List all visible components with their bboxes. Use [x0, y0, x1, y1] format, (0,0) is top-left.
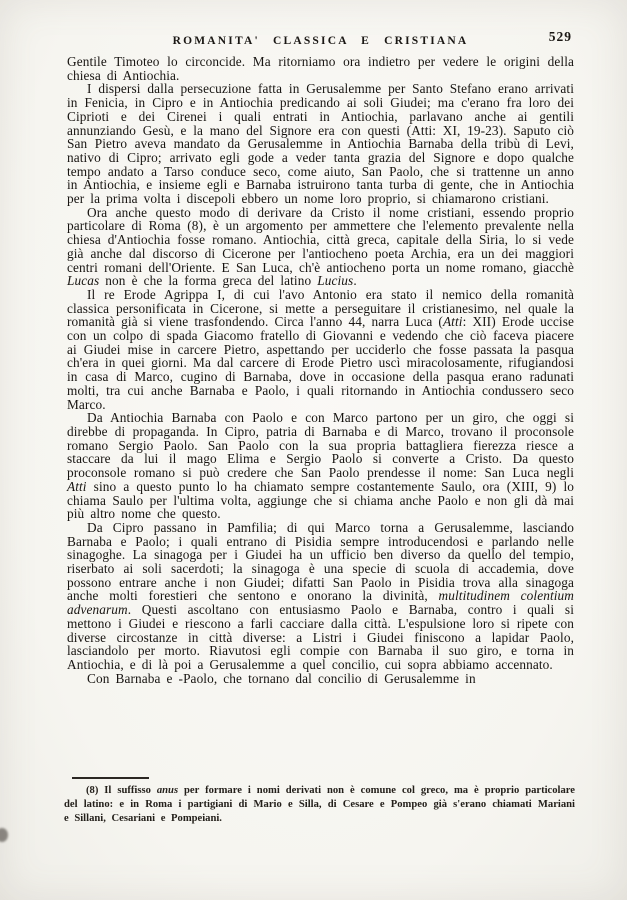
- text-column: [67, 55, 574, 685]
- scan-edge-artifact: [0, 828, 8, 842]
- text-run: per formare i nomi derivati non è comune col greco, ma è proprio particolare del latino: e in Roma i partigiani di Mario e Silla, di Cesare e Pompeo già s'erano chiamati Mariani e Sillani, Cesariani e Pompeiani.: [64, 785, 576, 824]
- text-run: Da Cipro passano in Pamfilia; di qui Marco torna a Gerusalemme, lasciando Barnaba e Paolo; i quali entrano di Pisidia sempre introducendosi e parlando nelle sinagoghe. La sinagoga per i Giudei ha un ufficio ben diverso da quello del tempio, riserbato ai soli sacerdoti; la sinagoga è una specie di scuola di accademia, dove possono entrare anche i non Giudei; difatti San Paolo in Pisidia trova alla sinagoga anche molti forestieri che sentono e onorano la divinità,: [67, 519, 574, 604]
- text-run: (8) Il suffisso: [86, 785, 157, 796]
- footnote-separator-rule: [72, 777, 149, 779]
- text-run: I dispersi dalla persecuzione fatta in Gerusalemme per Santo Stefano erano arrivati in Fenicia, in Cipro e in Antiochia predicando ai soli Giudei; ma c'erano fra loro dei Ciprioti e dei Cirenei i quali entrati in Antiochia, parlavano anche ai gentili annunziando Gesù, e la mano del Signore era con questi (Atti: XI, 19-23). Saputo ciò San Pietro aveva mandato da Gerusalemme in Antiochia Barnaba della tribù di Levi, nativo di Cipro; arrivato egli gode a veder tanta grazia del Signore e dopo qualche tempo andato a Tarso conduce seco, come aiuto, San Paolo, che si trattenne un anno in Antiochia, e insieme egli e Barnaba istruirono tanta turba di gente, che in Antiochia per la prima volta i discepoli ebbero un nome loro proprio, si chiamarono cristiani.: [67, 81, 574, 207]
- paragraph-4: [67, 288, 574, 411]
- text-run: .: [353, 273, 357, 289]
- text-run: Da Antiochia Barnaba con Paolo e con Marco partono per un giro, che oggi si direbbe di propaganda. In Cipro, patria di Barnaba e di Marco, trovano il proconsole romano Sergio Paolo. San Paolo con la sua propria battagliera fierezza riesce a staccare da lui il mago Elima e Sergio Paolo si converte a Cristo. Da questo proconsole romano si può credere che San Paolo prendesse il nome: San Luca negli: [67, 410, 574, 481]
- paragraph-6: [67, 521, 574, 672]
- paragraph-3: [67, 206, 574, 288]
- paragraph-2: [67, 82, 574, 205]
- italic-run: Lucius: [317, 273, 354, 289]
- text-run: Con Barnaba e -Paolo, che tornano dal concilio di Gerusalemme in: [87, 670, 476, 686]
- paragraph-1: [67, 55, 574, 82]
- text-run: sino a questo punto lo ha chiamato sempre costantemente Saulo, ora (XIII, 9) lo chiama Saulo per l'ultima volta, aggiunge che si chiama anche Paolo e non gli dà mai più altro nome che questo.: [67, 478, 574, 522]
- text-run: . Questi ascoltano con entusiasmo Paolo e Barnaba, contro i quali si mettono i Giudei e riescono a farli cacciare dalla città. L'espulsione loro si ripete con diverse circostanze in città diverse: a Listri i Giudei finiscono a lapidar Paolo, lasciandolo per morto. Riavutosi egli compie con Barnaba il suo giro, e torna in Antiochia, e di là poi a Gerusalemme a quel concilio, cui sopra abbiamo accennato.: [67, 602, 574, 672]
- italic-run: anus: [156, 785, 179, 796]
- italic-run: Atti: [67, 478, 87, 494]
- paragraph-5: [67, 411, 574, 521]
- italic-run: Lucas: [67, 273, 100, 289]
- footnote: [64, 784, 575, 826]
- text-run: Il re Erode Agrippa I, di cui l'avo Antonio era stato il nemico della romanità classica personificata in Cicerone, si mette a perseguitare il cristianesimo, nel quale la romanità già si viene trasfondendo. Circa l'anno 44, narra Luca (: [67, 286, 574, 330]
- paragraph-7: [67, 672, 574, 686]
- running-title: ROMANITA' CLASSICA E CRISTIANA: [172, 35, 469, 47]
- text-run: non è che la forma greca del latino: [99, 273, 318, 289]
- page-number: 529: [548, 29, 572, 44]
- italic-run: Atti: [442, 314, 463, 330]
- text-run: Ora anche questo modo di derivare da Cristo il nome cristiani, essendo proprio particolare di Roma (8), è un argomento per ammettere che l'elemento prevalente nella chiesa d'Antiochia fosse romano. Antiochia, città greca, capitale della Siria, lo si vede già anche dal discorso di Cicerone per l'antiocheno poeta Archia, era un dei maggiori centri romani dell'Oriente. E San Luca, ch'è antiocheno porta un nome romano, giacchè: [67, 204, 574, 275]
- italic-run: multitudinem colentium advenarum: [67, 588, 575, 618]
- text-run: : XII) Erode uccise con un colpo di spada Giacomo fratello di Giovanni e vedendo che ciò faceva piacere ai Giudei mise in carcere Pietro, aspettando per ucciderlo che fosse passata la pasqua ch'era in quei giorni. Ma dal carcere di Erode Pietro uscì miracolosamente, rifugiandosi in casa di Marco, cugino di Barnaba, dove in occasione della pasqua erano radunati molti, tra cui anche Barnaba e Paolo, i quali ritornando in Antiochia condussero seco Marco.: [67, 314, 574, 412]
- text-run: Gentile Timoteo lo circoncide. Ma ritorniamo ora indietro per vedere le origini della chiesa di Antiochia.: [67, 54, 574, 83]
- page-header: [67, 31, 574, 49]
